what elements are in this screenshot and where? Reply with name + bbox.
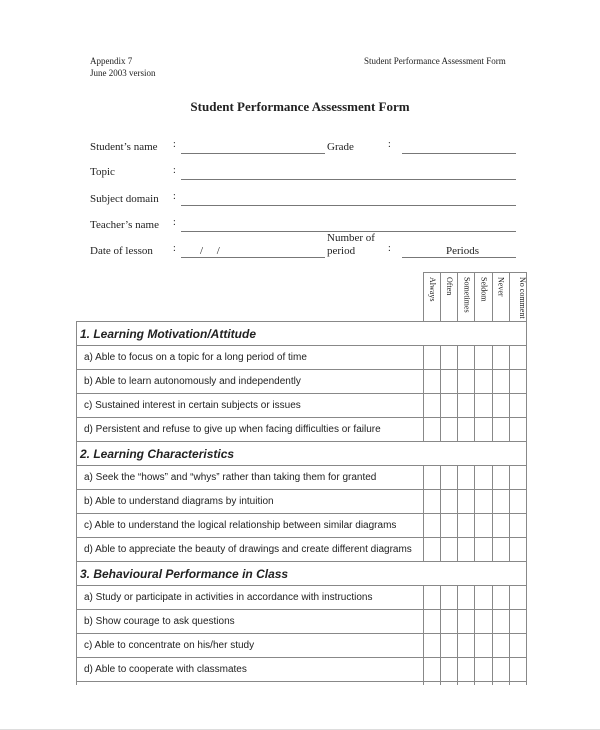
rating-cell-sometimes[interactable] [458, 658, 475, 682]
appendix-label: Appendix 7 [90, 56, 133, 66]
rating-cell-sometimes[interactable] [458, 514, 475, 538]
rating-cell-sometimes[interactable] [458, 466, 475, 490]
rating-cell-no-comment[interactable] [509, 538, 526, 562]
colon: : [388, 139, 391, 150]
rating-cell-always[interactable] [424, 586, 441, 610]
rating-cell-sometimes[interactable] [458, 610, 475, 634]
colon: : [173, 243, 176, 254]
table-row [77, 418, 527, 442]
rating-cell-always[interactable] [424, 514, 441, 538]
table-continuation [77, 682, 527, 686]
criterion-text: a) Study or participate in activities in accordance with instructions [77, 586, 424, 610]
rating-cell-sometimes[interactable] [458, 370, 475, 394]
rating-cell-seldom[interactable] [475, 490, 492, 514]
table-row [77, 394, 527, 418]
period-label: period [327, 245, 356, 257]
rating-cell-no-comment[interactable] [509, 466, 526, 490]
rating-cell-often[interactable] [441, 514, 458, 538]
colon: : [173, 217, 176, 228]
criterion-text: c) Able to concentrate on his/her study [77, 634, 424, 658]
date-slashes: / / [200, 245, 220, 257]
table-row [77, 634, 527, 658]
stub-cell [441, 682, 458, 686]
rating-cell-seldom[interactable] [475, 514, 492, 538]
table-row [77, 466, 527, 490]
rating-cell-never[interactable] [492, 514, 509, 538]
rating-cell-never[interactable] [492, 658, 509, 682]
table-row [77, 610, 527, 634]
rating-cell-often[interactable] [441, 370, 458, 394]
rating-cell-often[interactable] [441, 658, 458, 682]
criterion-text: d) Persistent and refuse to give up when facing difficulties or failure [77, 418, 424, 442]
rating-cell-no-comment[interactable] [509, 490, 526, 514]
rating-cell-no-comment[interactable] [509, 394, 526, 418]
stub-cell [458, 682, 475, 686]
stub-cell [509, 682, 526, 686]
page-title: Student Performance Assessment Form [190, 99, 410, 114]
criterion-text: c) Sustained interest in certain subjects or issues [77, 394, 424, 418]
rating-cell-seldom[interactable] [475, 538, 492, 562]
rating-cell-seldom[interactable] [475, 346, 492, 370]
rating-cell-always[interactable] [424, 610, 441, 634]
stub-cell [475, 682, 492, 686]
rating-cell-no-comment[interactable] [509, 370, 526, 394]
table-row [77, 514, 527, 538]
rating-cell-always[interactable] [424, 418, 441, 442]
section-row [77, 562, 527, 586]
table-row [77, 370, 527, 394]
rating-cell-often[interactable] [441, 490, 458, 514]
rating-cell-no-comment[interactable] [509, 586, 526, 610]
rating-cell-never[interactable] [492, 490, 509, 514]
table-row [77, 538, 527, 562]
rating-cell-seldom[interactable] [475, 658, 492, 682]
grade-label: Grade [327, 141, 354, 153]
rating-cell-no-comment[interactable] [509, 418, 526, 442]
rating-cell-never[interactable] [492, 370, 509, 394]
criterion-text: a) Able to focus on a topic for a long period of time [77, 346, 424, 370]
criterion-text: b) Show courage to ask questions [77, 610, 424, 634]
criterion-text: d) Able to cooperate with classmates [77, 658, 424, 682]
subject-domain-label: Subject domain [90, 193, 159, 205]
rating-cell-always[interactable] [424, 370, 441, 394]
rating-cell-always[interactable] [424, 490, 441, 514]
periods-field[interactable] [402, 257, 516, 258]
version-label: June 2003 version [90, 68, 156, 78]
section-title: 3. Behavioural Performance in Class [77, 562, 527, 586]
rating-cell-seldom[interactable] [475, 418, 492, 442]
rating-cell-no-comment[interactable] [509, 634, 526, 658]
table-row [77, 586, 527, 610]
rating-cell-always[interactable] [424, 346, 441, 370]
rating-cell-often[interactable] [441, 346, 458, 370]
colon: : [173, 139, 176, 150]
rating-cell-never[interactable] [492, 418, 509, 442]
rating-cell-sometimes[interactable] [458, 586, 475, 610]
colon: : [173, 191, 176, 202]
rating-cell-never[interactable] [492, 634, 509, 658]
number-of-label: Number of [327, 232, 375, 244]
rating-cell-never[interactable] [492, 346, 509, 370]
column-header: No comment [509, 273, 526, 322]
rating-cell-never[interactable] [492, 586, 509, 610]
section-title: 2. Learning Characteristics [77, 442, 527, 466]
table-row [77, 490, 527, 514]
section-row [77, 442, 527, 466]
rating-cell-often[interactable] [441, 466, 458, 490]
rating-cell-sometimes[interactable] [458, 538, 475, 562]
section-title: 1. Learning Motivation/Attitude [77, 322, 527, 346]
column-header: Sometimes [458, 273, 475, 322]
rating-cell-often[interactable] [441, 586, 458, 610]
colon: : [388, 243, 391, 254]
rating-cell-often[interactable] [441, 634, 458, 658]
header-row [77, 273, 527, 322]
rating-cell-no-comment[interactable] [509, 610, 526, 634]
rating-cell-often[interactable] [441, 418, 458, 442]
rating-cell-often[interactable] [441, 610, 458, 634]
rating-cell-sometimes[interactable] [458, 634, 475, 658]
column-header: Often [441, 273, 458, 322]
rating-cell-never[interactable] [492, 466, 509, 490]
rating-cell-seldom[interactable] [475, 634, 492, 658]
rating-cell-often[interactable] [441, 538, 458, 562]
rating-cell-seldom[interactable] [475, 370, 492, 394]
rating-cell-never[interactable] [492, 394, 509, 418]
rating-cell-no-comment[interactable] [509, 514, 526, 538]
rating-cell-always[interactable] [424, 538, 441, 562]
header-blank [77, 273, 424, 322]
header-form-name: Student Performance Assessment Form [364, 56, 506, 66]
rating-cell-seldom[interactable] [475, 466, 492, 490]
grade-field[interactable] [402, 153, 516, 154]
topic-field[interactable] [181, 179, 516, 180]
subject-domain-field[interactable] [181, 205, 516, 206]
assessment-table [76, 272, 527, 685]
rating-cell-no-comment[interactable] [509, 346, 526, 370]
rating-cell-sometimes[interactable] [458, 418, 475, 442]
topic-label: Topic [90, 166, 115, 178]
stub-cell [492, 682, 509, 686]
rating-cell-often[interactable] [441, 394, 458, 418]
criterion-text: b) Able to learn autonomously and independently [77, 370, 424, 394]
section-row [77, 322, 527, 346]
rating-cell-sometimes[interactable] [458, 394, 475, 418]
stub-cell [77, 682, 424, 686]
rating-cell-always[interactable] [424, 466, 441, 490]
date-of-lesson-label: Date of lesson [90, 245, 153, 257]
column-header: Always [424, 273, 441, 322]
teacher-name-label: Teacher’s name [90, 219, 159, 231]
rating-cell-seldom[interactable] [475, 394, 492, 418]
table-row [77, 658, 527, 682]
rating-cell-sometimes[interactable] [458, 346, 475, 370]
student-name-label: Student’s name [90, 141, 158, 153]
rating-cell-always[interactable] [424, 634, 441, 658]
stub-cell [424, 682, 441, 686]
rating-cell-always[interactable] [424, 658, 441, 682]
student-name-field[interactable] [181, 153, 325, 154]
rating-cell-always[interactable] [424, 394, 441, 418]
rating-cell-never[interactable] [492, 610, 509, 634]
column-header: Never [492, 273, 509, 322]
table-row [77, 346, 527, 370]
periods-label: Periods [446, 245, 479, 257]
criterion-text: c) Able to understand the logical relationship between similar diagrams [77, 514, 424, 538]
rating-cell-seldom[interactable] [475, 586, 492, 610]
column-header: Seldom [475, 273, 492, 322]
criterion-text: b) Able to understand diagrams by intuition [77, 490, 424, 514]
rating-cell-no-comment[interactable] [509, 658, 526, 682]
criterion-text: d) Able to appreciate the beauty of drawings and create different diagrams [77, 538, 424, 562]
date-field[interactable] [181, 257, 325, 258]
colon: : [173, 165, 176, 176]
criterion-text: a) Seek the “hows” and “whys” rather than taking them for granted [77, 466, 424, 490]
rating-cell-sometimes[interactable] [458, 490, 475, 514]
rating-cell-never[interactable] [492, 538, 509, 562]
rating-cell-seldom[interactable] [475, 610, 492, 634]
